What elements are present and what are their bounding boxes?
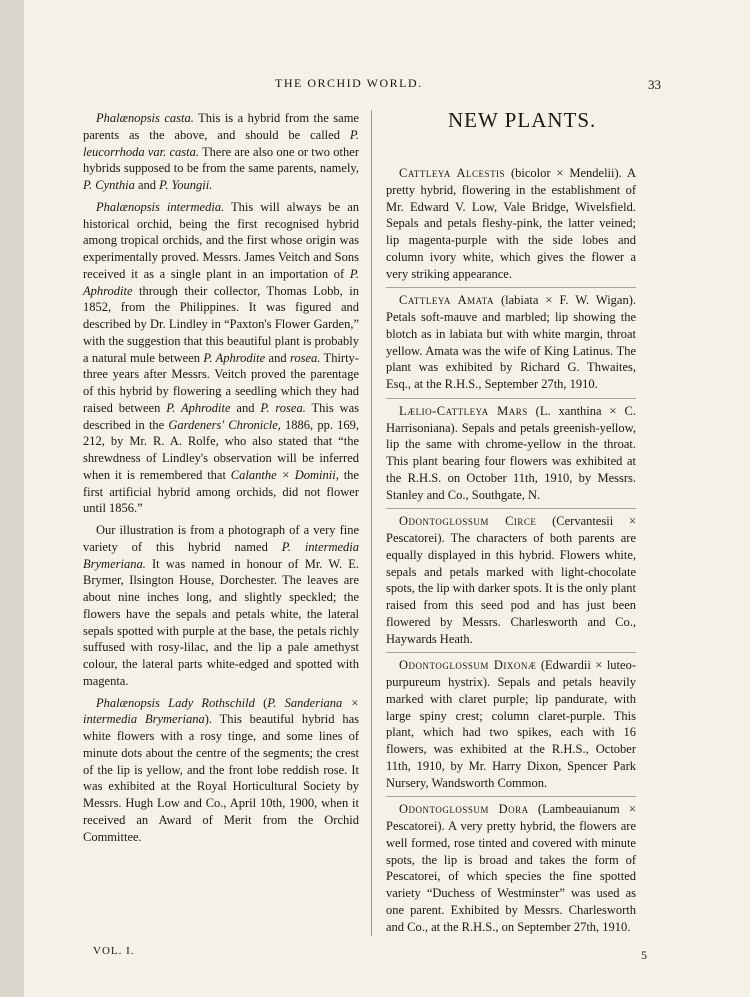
paragraph-phalaenopsis-intermedia: [83, 199, 359, 517]
italic-run: rosea.: [289, 350, 321, 365]
entry-name: Odontoglossum Dixonæ: [399, 658, 537, 673]
text-run: (Edwardii × luteo-purpureum hystrix). Sepals and petals heavily marked with claret purple; lip pandurate, with large spiny crest; column claret-purple. This plant, which had two spikes, each with 16 flowers, was exhibited at the R.H.S., October 11th, 1910, by Mr. Harry Dixon, Spencer Park Nursery, Wandsworth Common.: [386, 658, 636, 790]
paragraph-illustration: [83, 522, 359, 690]
italic-run: Phalænopsis Lady Rothschild: [96, 695, 255, 710]
text-run: Thirty-three years after Messrs. Veitch proved the parentage of this hybrid by flowering a seedling which they had raised between: [83, 350, 359, 415]
text-run: and: [265, 350, 290, 365]
italic-run: P. rosea.: [260, 400, 306, 415]
entry-name: Lælio-Cattleya Mars: [399, 403, 528, 418]
entry-name: Cattleya Amata: [399, 293, 494, 308]
text-run: (: [254, 695, 268, 710]
entry-laelio-cattleya-mars: [386, 403, 636, 504]
italic-run: Calanthe × Dominii,: [230, 467, 339, 482]
left-column: [83, 110, 359, 845]
text-run: 1886, pp. 169, 212, by Mr. R. A. Rolfe, who also stated that “the shrewdness of Lindley's observation will be inferred when it is remembered that: [83, 417, 360, 482]
text-run: This was described in the: [83, 400, 359, 432]
italic-run: Gardeners' Chronicle,: [168, 417, 281, 432]
italic-run: P. Aphrodite: [166, 400, 231, 415]
section-title: NEW PLANTS.: [448, 108, 597, 132]
running-header: THE ORCHID WORLD.: [275, 76, 423, 90]
entry-name: Cattleya Alcestis: [399, 166, 506, 180]
text-run: and: [230, 400, 261, 415]
text-run: (L. xanthina × C. Harrisoniana). Sepals and petals greenish-yellow, lip the same with chrome-yellow in the throat. This plant bearing four flowers was exhibited at the R.H.S. on October 11th, 1910, by Messrs. Stanley and Co., Southgate, N.: [386, 403, 636, 502]
entry-separator: [386, 287, 636, 288]
entry-cattleya-amata: [386, 292, 636, 393]
page-edge: [0, 0, 24, 997]
entry-odontoglossum-dora: [386, 801, 636, 935]
italic-run: P. Sanderiana × intermedia Brymeriana: [83, 695, 359, 727]
italic-run: Phalænopsis intermedia.: [96, 199, 225, 214]
italic-run: P. Aphrodite: [83, 266, 359, 298]
entry-odontoglossum-circe: [386, 513, 636, 647]
italic-run: P. leucorrhoda var. casta.: [83, 127, 359, 159]
text-run: Our illustration is from a photograph of a very fine variety of this hybrid named: [83, 523, 359, 554]
entry-name: Odontoglossum Circe: [399, 514, 537, 529]
text-run: through their collector, Thomas Lobb, in 1852, from the Philippines. It was figured and described by Dr. Lindley in “Paxton's Flower Garden,” with the suggestion that this beautiful plant is probably a natural mule between: [83, 283, 359, 365]
entry-odontoglossum-dixonae: [386, 657, 636, 791]
paragraph-phalaenopsis-casta: [83, 110, 359, 194]
text-run: (Lambeauianum × Pescatorei). A very pretty hybrid, the flowers are well formed, rose tinted and covered with minute spots, the lip is broad and takes the form of Pescatorei, of which species the fine spotted variety “Duchess of Westminster” was used as one parent. Exhibited by Messrs. Charlesworth and Co., at the R.H.S., on September 27th, 1910.: [386, 802, 636, 934]
italic-run: P. intermedia Brymeriana.: [83, 539, 359, 571]
text-run: ). This beautiful hybrid has white flowers with a rosy tinge, and some lines of minute dots about the centre of the segments; the crest of the lip is yellow, and the front lobe reddish rose. It was exhibited at the Royal Horticultural Society by Messrs. Hugh Low and Co., April 10th, 1900, when it received an Award of Merit from the Orchid Committee.: [83, 712, 360, 844]
text-run: This will always be an historical orchid, being the first recognised hybrid among tropical orchids, and the first whose origin was experimentally proved. Messrs. James Veitch and Sons received it as a single plant in an importation of: [83, 199, 360, 281]
text-run: This is a hybrid from the same parents as the above, and should be called: [83, 111, 359, 142]
entry-separator: [386, 398, 636, 399]
volume-label: VOL. I.: [93, 945, 135, 957]
text-run: (labiata × F. W. Wigan). Petals soft-mauve and marbled; lip showing the blotch as in labiata but with white margin, throat yellow. Amata was the wife of King Latinus. The plant was exhibited by Richard G. Thwaites, Esq., at the R.H.S., September 27th, 1910.: [386, 293, 636, 391]
column-divider: [371, 110, 372, 936]
entry-name: Odontoglossum Dora: [399, 802, 529, 817]
italic-run: P. Youngii.: [159, 178, 213, 192]
text-run: the first artificial hybrid among orchids, did not flower until 1856.”: [83, 467, 359, 516]
text-run: It was named in honour of Mr. W. E. Brymer, Ilsington House, Dorchester. The leaves are about nine inches long, and slightly speckled; the flowers have the sepals and petals white, the lateral sepals spotted with purple at the base, the petals richly suffused with rosy-lilac, and the lip a pale amethyst colour, the lateral parts white-edged and spotted with magenta.: [83, 556, 359, 688]
signature-mark: 5: [641, 948, 647, 962]
text-run: and: [134, 178, 160, 192]
paragraph-lady-rothschild: [83, 695, 359, 846]
italic-run: P. Cynthia: [83, 178, 135, 192]
text-run: (Cervantesii × Pescatorei). The characters of both parents are equally displayed in this hybrid. Flowers white, sepals and petals marked with light-chocolate spots, the lip with darker spots. It is the only plant raised from this seed pod and has just been flowered by Messrs. Charlesworth and Co., Haywards Heath.: [386, 514, 636, 646]
entry-separator: [386, 796, 636, 797]
page-number: 33: [648, 77, 661, 92]
entry-separator: [386, 508, 636, 509]
text-run: There are also one or two other hybrids supposed to be from the same parents, namely,: [83, 144, 359, 176]
italic-run: Phalænopsis casta.: [96, 111, 194, 125]
right-column: [386, 165, 636, 935]
entry-cattleya-alcestis: [386, 165, 636, 282]
entry-separator: [386, 652, 636, 653]
italic-run: P. Aphrodite: [203, 350, 266, 365]
text-run: (bicolor × Mendelii). A pretty hybrid, flowering in the establishment of Mr. Edward V. Low, Vale Bridge, Wivelsfield. Sepals and petals fleshy-pink, the latter veined; lip magenta-purple with the side lobes and column ivory white, which gives the flower a very striking appearance.: [386, 166, 636, 281]
